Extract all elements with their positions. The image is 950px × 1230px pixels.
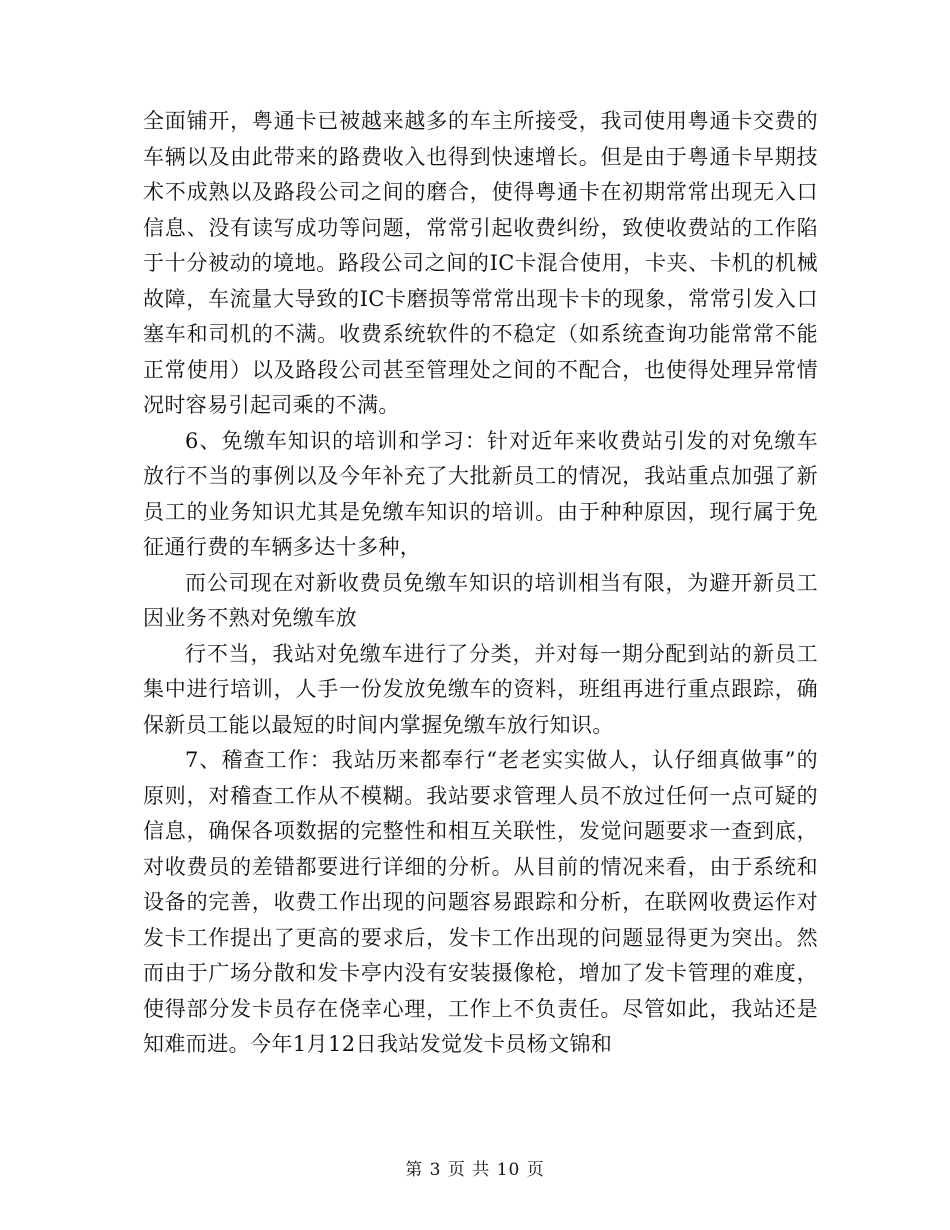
paragraph-classification-training: 行不当，我站对免缴车进行了分类，并对每一期分配到站的新员工集中进行培训，人手一份发放免缴车的资料，班组再进行重点跟踪，确保新员工能以最短的时间内掌握免缴车放行知识。 xyxy=(143,641,818,737)
paragraph-exempt-vehicle-training: 6、免缴车知识的培训和学习：针对近年来收费站引发的对免缴车放行不当的事例以及今年补充了大批新员工的情况，我站重点加强了新员工的业务知识尤其是免缴车知识的培训。由于种种原因，现行属于免征通行费的车辆多达十多种， xyxy=(143,428,818,559)
document-body xyxy=(143,104,818,1063)
paragraph-audit-work: 7、稽查工作：我站历来都奉行“老老实实做人，认仔细真做事”的原则，对稽查工作从不模糊。我站要求管理人员不放过任何一点可疑的信息，确保各项数据的完整性和相互关联性，发觉问题要求一查到底，对收费员的差错都要进行详细的分析。从目前的情况来看，由于系统和设备的完善，收费工作出现的问题容易跟踪和分析，在联网收费运作对发卡工作提出了更高的要求后，发卡工作出现的问题显得更为突出。然而由于广场分散和发卡亭内没有安装摄像枪，增加了发卡管理的难度，使得部分发卡员存在侥幸心理，工作上不负责任。尽管如此，我站还是知难而进。今年1月12日我站发觉发卡员杨文锦和 xyxy=(143,748,818,1056)
paragraph-continuation-card-issues: 全面铺开，粤通卡已被越来越多的车主所接受，我司使用粤通卡交费的车辆以及由此带来的路费收入也得到快速增长。但是由于粤通卡早期技术不成熟以及路段公司之间的磨合，使得粤通卡在初期常常出现无入口信息、没有读写成功等问题，常常引起收费纠纷，致使收费站的工作陷于十分被动的境地。路段公司之间的IC卡混合使用，卡夹、卡机的机械故障，车流量大导致的IC卡磨损等常常出现卡卡的现象，常常引发入口塞车和司机的不满。收费系统软件的不稳定（如系统查询功能常常不能正常使用）以及路段公司甚至管理处之间的不配合，也使得处理异常情况时容易引起司乘的不满。 xyxy=(143,109,818,417)
paragraph-training-limits: 而公司现在对新收费员免缴车知识的培训相当有限，为避开新员工因业务不熟对免缴车放 xyxy=(143,570,818,630)
page-number-footer: 第 3 页 共 10 页 xyxy=(405,1160,545,1180)
